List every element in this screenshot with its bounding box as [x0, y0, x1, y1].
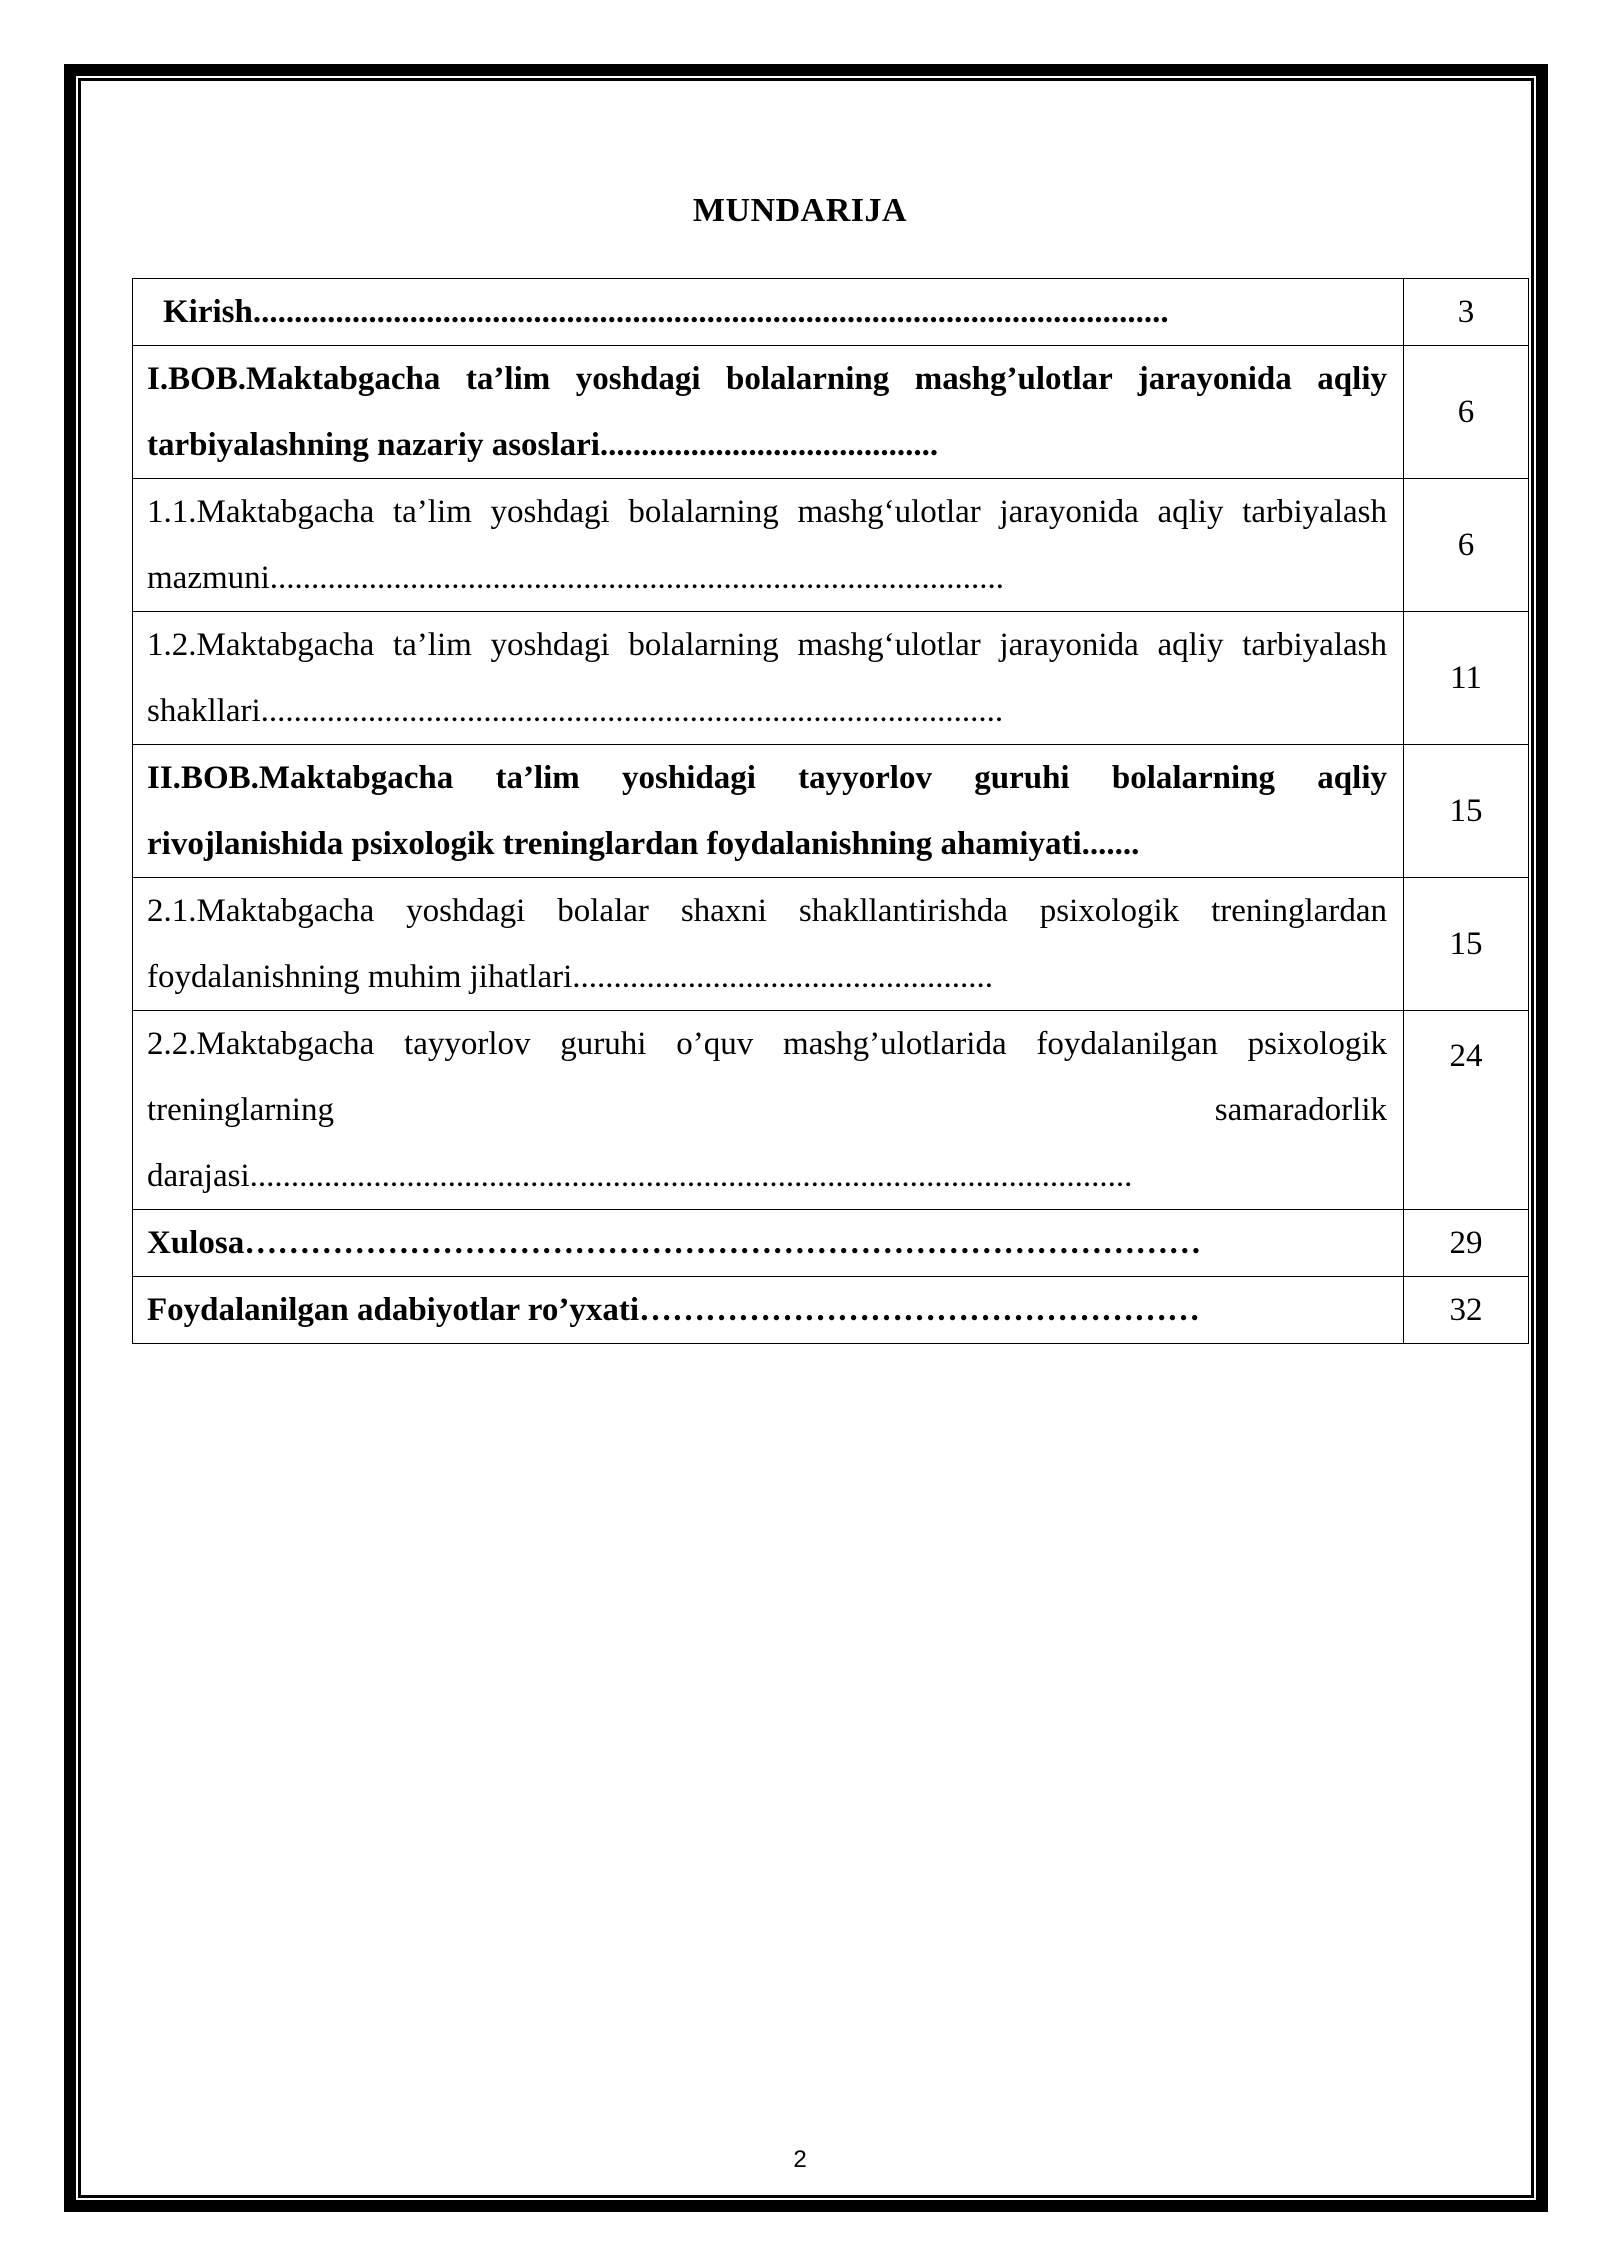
toc-row-chapter-2 [133, 745, 1529, 878]
toc-row-chapter-1 [133, 346, 1529, 479]
toc-entry-text[interactable]: Kirish............................................................................................................... [133, 279, 1404, 346]
toc-page-number: 15 [1404, 745, 1529, 878]
toc-page-number: 6 [1404, 479, 1529, 612]
page-title: MUNDARIJA [692, 192, 908, 229]
toc-page-number: 15 [1404, 878, 1529, 1011]
toc-entry-text[interactable]: 2.1.Maktabgacha yoshdagi bolalar shaxni shakllantirishda psixologik treninglardan foydalanishning muhim jihatlari................................................... [133, 878, 1404, 1011]
toc-page-number: 24 [1404, 1011, 1529, 1210]
toc-row-kirish [133, 279, 1529, 346]
toc-row-section-1-1 [133, 479, 1529, 612]
toc-page-number: 3 [1404, 279, 1529, 346]
toc-entry-text[interactable]: Foydalanilgan adabiyotlar ro’yxati…………………………………………… [133, 1277, 1404, 1344]
page-footer-number: 2 [793, 2146, 807, 2173]
toc-row-section-2-2 [133, 1011, 1529, 1210]
toc-entry-text[interactable]: II.BOB.Maktabgacha ta’lim yoshidagi tayyorlov guruhi bolalarning aqliy rivojlanishida psixologik treninglardan foydalanishning ahamiyati....... [133, 745, 1404, 878]
toc-page-number: 11 [1404, 612, 1529, 745]
toc-entry-text[interactable]: 1.1.Maktabgacha ta’lim yoshdagi bolalarning mashg‘ulotlar jarayonida aqliy tarbiyalash mazmuni......................................................................................... [133, 479, 1404, 612]
toc-page-number: 6 [1404, 346, 1529, 479]
toc-row-section-2-1 [133, 878, 1529, 1011]
toc-entry-text[interactable]: Xulosa…………………………………………………………………………… [133, 1210, 1404, 1277]
toc-entry-text[interactable]: 2.2.Maktabgacha tayyorlov guruhi o’quv mashg’ulotlarida foydalanilgan psixologik treninglarning samaradorlik darajasi........................................................................................................... [133, 1011, 1404, 1210]
toc-row-xulosa [133, 1210, 1529, 1277]
table-of-contents [132, 278, 1529, 1344]
toc-row-adabiyotlar [133, 1277, 1529, 1344]
toc-page-number: 29 [1404, 1210, 1529, 1277]
toc-page-number: 32 [1404, 1277, 1529, 1344]
toc-row-section-1-2 [133, 612, 1529, 745]
toc-entry-text[interactable]: 1.2.Maktabgacha ta’lim yoshdagi bolalarning mashg‘ulotlar jarayonida aqliy tarbiyalash shakllari.......................................................................................... [133, 612, 1404, 745]
toc-entry-text[interactable]: I.BOB.Maktabgacha ta’lim yoshdagi bolalarning mashg’ulotlar jarayonida aqliy tarbiyalashning nazariy asoslari......................................... [133, 346, 1404, 479]
